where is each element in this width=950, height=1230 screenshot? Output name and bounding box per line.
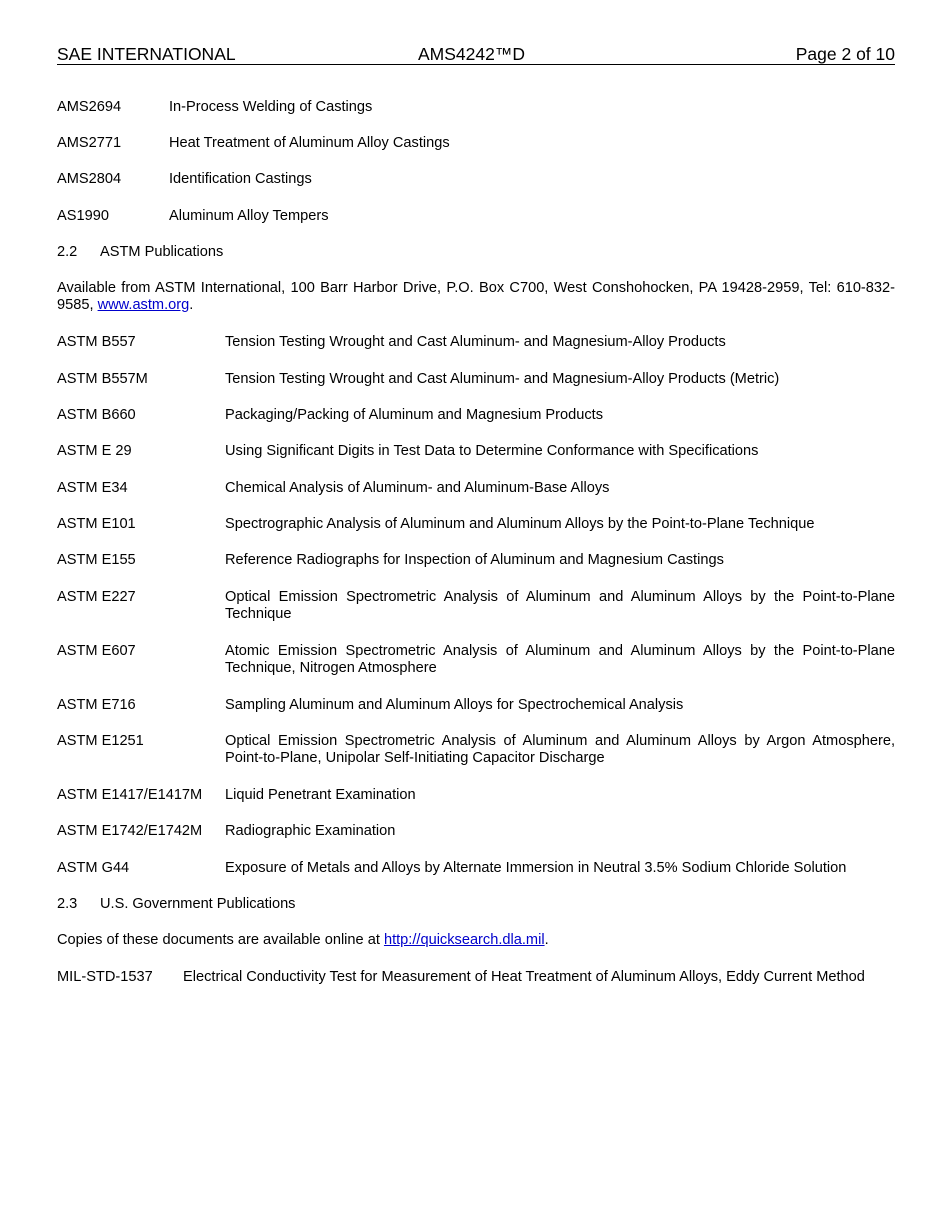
reference-code: ASTM B557 [57,334,136,350]
reference-code: ASTM E155 [57,552,136,568]
section-heading-2-2 [57,244,223,261]
reference-title: Reference Radiographs for Inspection of Aluminum and Magnesium Castings [225,552,724,568]
reference-code: AMS2694 [57,99,122,115]
reference-title: Tension Testing Wrought and Cast Aluminum- and Magnesium-Alloy Products [225,334,726,350]
reference-code: ASTM B660 [57,407,136,423]
reference-code: ASTM E607 [57,643,136,659]
reference-code: ASTM E1417/E1417M [57,787,203,803]
reference-code: AMS2771 [57,135,122,151]
reference-code: ASTM E1251 [57,733,144,749]
availability-suffix: . [544,932,549,948]
header-document-number: AMS4242™D [418,44,525,64]
reference-title: Exposure of Metals and Alloys by Alternate Immersion in Neutral 3.5% Sodium Chloride Solution [225,860,847,876]
section-number: 2.2 [57,244,78,260]
reference-title: Chemical Analysis of Aluminum- and Aluminum-Base Alloys [225,480,610,496]
reference-code: ASTM E1742/E1742M [57,823,203,839]
reference-title: Radiographic Examination [225,823,396,839]
reference-title: Tension Testing Wrought and Cast Aluminum- and Magnesium-Alloy Products (Metric) [225,371,780,387]
reference-code: ASTM G44 [57,860,130,876]
reference-title: Aluminum Alloy Tempers [169,208,329,224]
reference-code: ASTM E 29 [57,443,132,459]
reference-code: MIL-STD-1537 [57,969,153,985]
page-header [57,44,895,65]
reference-code: ASTM E34 [57,480,128,496]
section-number: 2.3 [57,896,78,912]
reference-title: Packaging/Packing of Aluminum and Magnesium Products [225,407,604,423]
reference-title: Heat Treatment of Aluminum Alloy Castings [169,135,450,151]
header-page-number: Page 2 of 10 [795,44,895,64]
header-organization: SAE INTERNATIONAL [57,44,236,64]
availability-suffix: . [189,297,194,313]
reference-title: Identification Castings [169,171,312,187]
dla-quicksearch-link[interactable]: http://quicksearch.dla.mil [383,932,545,948]
reference-title: Optical Emission Spectrometric Analysis of Aluminum and Aluminum Alloys by the Point-to-Plane Technique [225,589,895,622]
reference-title: Using Significant Digits in Test Data to Determine Conformance with Specifications [225,443,759,459]
availability-paragraph-astm [57,280,895,314]
reference-code: ASTM E227 [57,589,136,605]
reference-title: Atomic Emission Spectrometric Analysis of Aluminum and Aluminum Alloys by the Point-to-Plane Technique, Nitrogen Atmosphere [225,643,895,676]
reference-title: Electrical Conductivity Test for Measurement of Heat Treatment of Aluminum Alloys, Eddy Current Method [183,969,865,985]
reference-code: AS1990 [57,208,109,224]
section-title: ASTM Publications [100,244,224,260]
availability-text: Available from ASTM International, 100 Barr Harbor Drive, P.O. Box C700, West Conshohocken, PA 19428-2959, Tel: 610-832-9585, [57,280,895,313]
astm-website-link[interactable]: www.astm.org [97,297,190,313]
availability-paragraph-dla [57,932,895,949]
availability-text: Copies of these documents are available online at [57,932,384,948]
reference-code: ASTM E716 [57,697,136,713]
section-heading-2-3 [57,896,295,913]
reference-code: ASTM E101 [57,516,136,532]
reference-code: ASTM B557M [57,371,148,387]
reference-title: Sampling Aluminum and Aluminum Alloys for Spectrochemical Analysis [225,697,684,713]
reference-title: Spectrographic Analysis of Aluminum and Aluminum Alloys by the Point-to-Plane Technique [225,516,815,532]
reference-title: Liquid Penetrant Examination [225,787,416,803]
reference-code: AMS2804 [57,171,122,187]
reference-title: In-Process Welding of Castings [169,99,373,115]
section-title: U.S. Government Publications [100,896,296,912]
reference-title: Optical Emission Spectrometric Analysis of Aluminum and Aluminum Alloys by Argon Atmosphere, Point-to-Plane, Unipolar Self-Initiating Capacitor Discharge [225,733,895,766]
